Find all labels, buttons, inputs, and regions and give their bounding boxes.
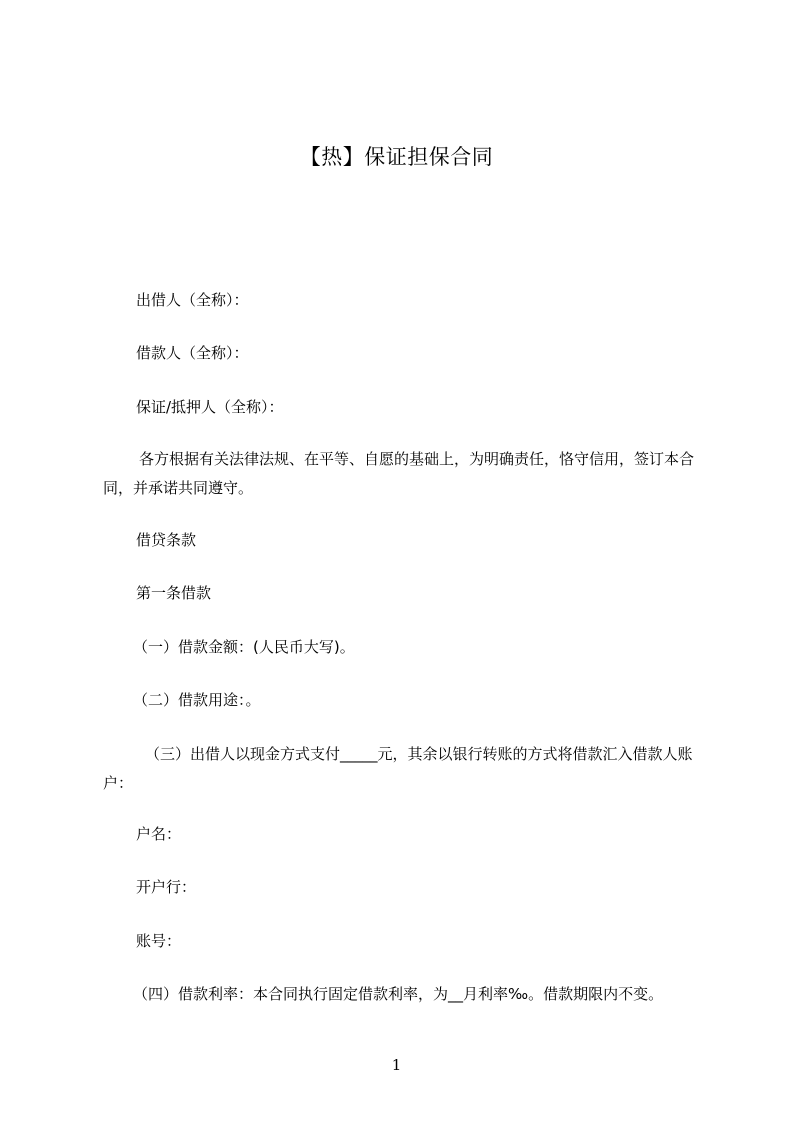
guarantor-name-line: 保证/抵押人（全称）：	[136, 398, 284, 416]
document-title: 【热】保证担保合同	[299, 145, 494, 169]
clause-payment-method: （三）出借人以现金方式支付_____元，其余以银行转账的方式将借款汇入借款人账户：	[103, 745, 693, 792]
account-holder-line: 户名：	[136, 825, 182, 843]
article-heading-loan: 第一条借款	[136, 584, 212, 602]
clause-interest-rate: （四）借款利率：本合同执行固定借款利率，为__月利率‰。借款期限内不变。	[133, 985, 664, 1003]
borrower-name-line: 借款人（全称）：	[136, 344, 249, 362]
clause-loan-amount: （一）借款金额：(人民币大写)。	[133, 638, 355, 656]
account-number-line: 账号：	[136, 932, 182, 950]
page-number: 1	[391, 1056, 402, 1074]
opening-bank-line: 开户行：	[136, 878, 197, 896]
preamble-paragraph: 各方根据有关法律法规、在平等、自愿的基础上，为明确责任，恪守信用，签订本合同，并承诺共同遵守。	[103, 450, 695, 497]
clause-loan-purpose: （二）借款用途：。	[133, 691, 261, 709]
section-heading-loan-terms: 借贷条款	[136, 531, 197, 549]
lender-name-line: 出借人（全称）：	[136, 291, 249, 309]
